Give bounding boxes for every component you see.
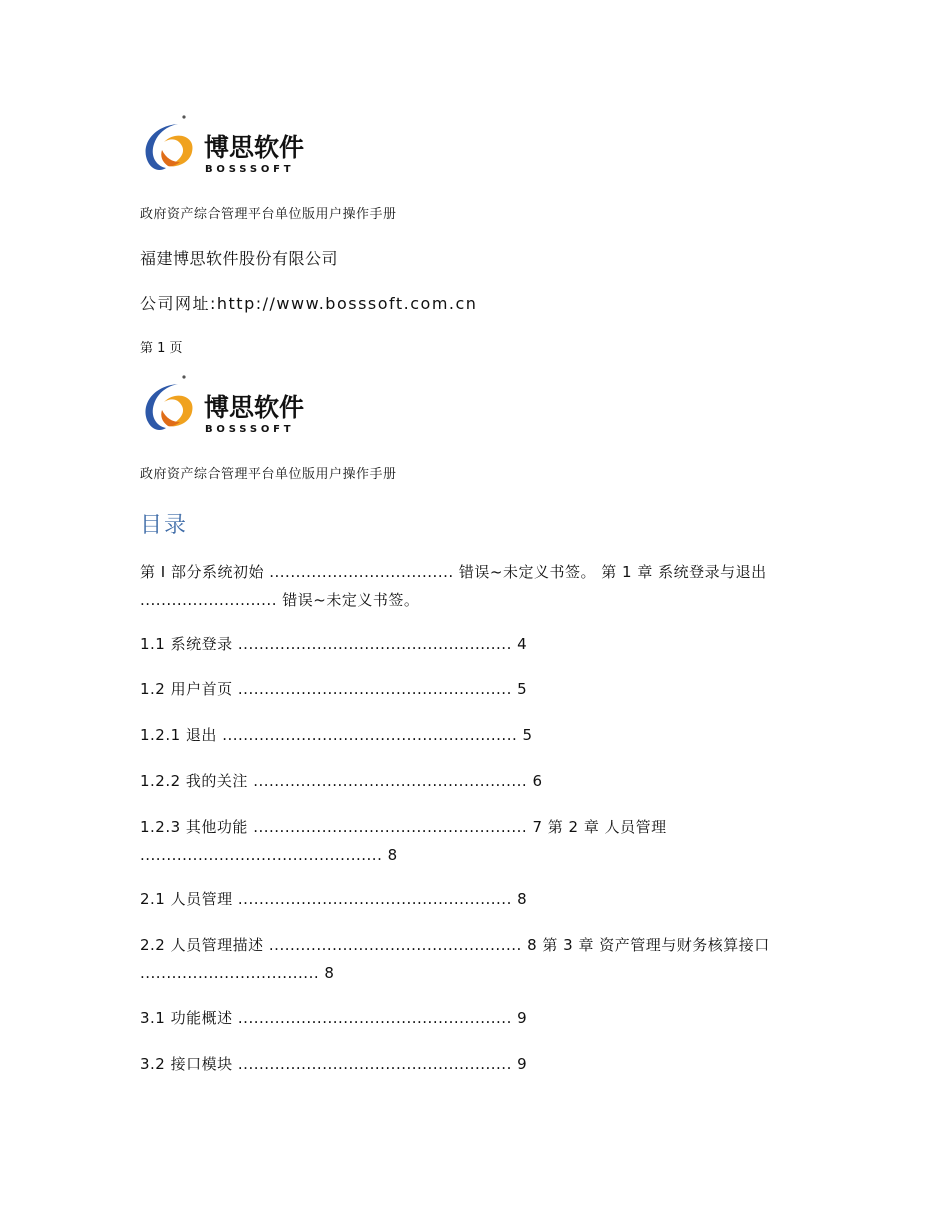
toc-entry-3-2[interactable] (140, 1050, 805, 1078)
toc-entry-page: 5 (517, 680, 528, 698)
page-number: 第 1 页 (140, 341, 183, 356)
toc-entry-label: 3.1 功能概述 (140, 1009, 233, 1027)
toc-entry-1-1[interactable] (140, 630, 805, 658)
toc-entry-1-2[interactable] (140, 675, 805, 703)
toc-leader-dots: .................................................... (237, 890, 512, 908)
logo-en-text: BOSSSOFT (205, 164, 295, 175)
toc-entry-page: 8 (387, 846, 398, 864)
toc-entry-label: 3.2 接口模块 (140, 1055, 233, 1073)
toc-entry-page: 4 (517, 635, 528, 653)
company-name: 福建博思软件股份有限公司 (140, 249, 339, 268)
logo-cn-text: 博思软件 (204, 133, 305, 162)
toc-entry-label: 1.2.3 其他功能 (140, 818, 248, 836)
company-logo (138, 372, 316, 438)
toc-leader-dots: ................................................ (268, 936, 522, 954)
manual-subtitle: 政府资产综合管理平台单位版用户操作手册 (140, 207, 397, 222)
toc-leader-dots: .................................................... (237, 1009, 512, 1027)
toc-entry-label: 2.1 人员管理 (140, 890, 233, 908)
manual-subtitle: 政府资产综合管理平台单位版用户操作手册 (140, 467, 397, 482)
toc-leader-dots: .................................................... (237, 680, 512, 698)
toc-entry-1-2-1[interactable] (140, 721, 805, 749)
company-website: 公司网址:http://www.bosssoft.com.cn (140, 294, 478, 313)
toc-entry-chapter: 第 2 章 人员管理 (547, 818, 667, 836)
toc-entry-label: 2.2 人员管理描述 (140, 936, 264, 954)
toc-entry-page: 9 (517, 1009, 528, 1027)
toc-entry-label: 第 I 部分系统初始 (140, 563, 264, 581)
logo-swirl-icon (138, 372, 316, 438)
toc-title: 目录 (140, 513, 189, 538)
toc-entry-2-1[interactable] (140, 885, 805, 913)
toc-entry-label: 1.2 用户首页 (140, 680, 233, 698)
logo-en-text: BOSSSOFT (205, 424, 295, 435)
toc-entry-page: 错误~未定义书签。 (282, 591, 420, 609)
logo-cn-text: 博思软件 (204, 393, 305, 422)
toc-entry-page: 9 (517, 1055, 528, 1073)
toc-leader-dots: ........................................................ (222, 726, 518, 744)
toc-entry-label: 1.2.2 我的关注 (140, 772, 248, 790)
toc-entry-page: 8 (517, 890, 528, 908)
toc-leader-dots: .................................................... (237, 635, 512, 653)
toc-entry-part1[interactable] (140, 558, 805, 614)
toc-leader-dots: .................................. (140, 964, 320, 982)
toc-entry-page: 7 (532, 818, 543, 836)
toc-entry-1-2-3[interactable] (140, 813, 805, 869)
logo-swirl-icon (138, 112, 316, 178)
toc-entry-2-2[interactable] (140, 931, 805, 987)
toc-entry-page: 8 (324, 964, 335, 982)
toc-entry-3-1[interactable] (140, 1004, 805, 1032)
toc-leader-dots: ................................... (269, 563, 454, 581)
company-logo (138, 112, 316, 178)
toc-entry-label: 1.2.1 退出 (140, 726, 217, 744)
toc-leader-dots: .................................................... (237, 1055, 512, 1073)
toc-leader-dots: .......................... (140, 591, 277, 609)
toc-entry-chapter: 第 3 章 资产管理与财务核算接口 (542, 936, 770, 954)
toc-entry-page: 错误~未定义书签。 (458, 563, 596, 581)
toc-entry-page: 8 (527, 936, 538, 954)
toc-entry-label: 1.1 系统登录 (140, 635, 233, 653)
toc-entry-1-2-2[interactable] (140, 767, 805, 795)
toc-leader-dots: .................................................... (253, 772, 528, 790)
toc-leader-dots: .............................................. (140, 846, 383, 864)
toc-leader-dots: .................................................... (253, 818, 528, 836)
toc-entry-chapter: 第 1 章 系统登录与退出 (601, 563, 767, 581)
toc-entry-page: 5 (522, 726, 533, 744)
toc-entry-page: 6 (532, 772, 543, 790)
